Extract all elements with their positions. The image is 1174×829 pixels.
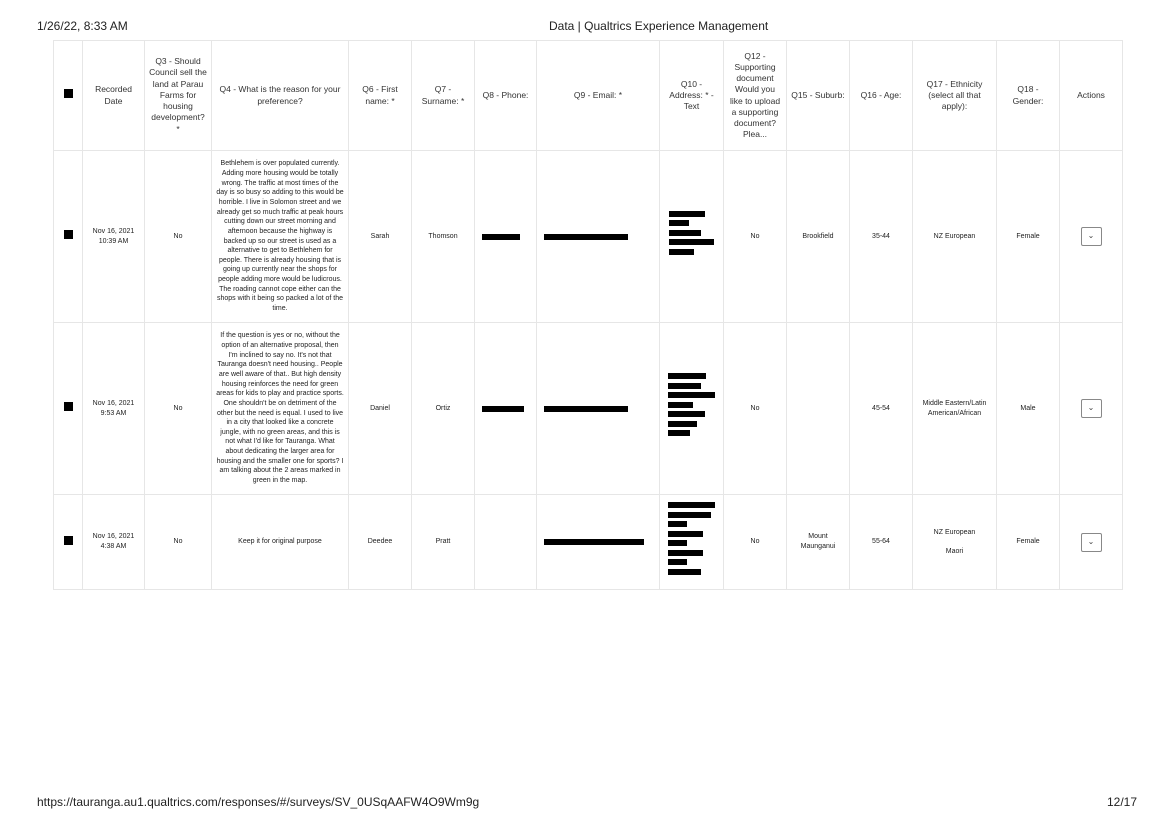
ethnicity: NZ European: [933, 232, 976, 240]
row-checkbox[interactable]: [54, 495, 83, 590]
redaction-bar: [668, 559, 687, 565]
q12-answer: No: [724, 151, 787, 323]
ethnicity: Middle Eastern/Latin American/African: [922, 399, 987, 417]
column-header-q9[interactable]: Q9 - Email: *: [537, 41, 660, 151]
checkbox-icon: [64, 402, 73, 411]
ethnicity-cell: [913, 323, 997, 495]
print-datetime: 1/26/22, 8:33 AM: [37, 19, 128, 33]
first-name: Daniel: [349, 323, 412, 495]
column-header-q12[interactable]: Q12 - Supporting document Would you like to upload a supporting document? Plea...: [724, 41, 787, 151]
redaction-bar: [669, 220, 689, 226]
responses-table: [53, 40, 1123, 590]
redaction-bar: [482, 234, 520, 240]
recorded-time: 4:38 AM: [100, 543, 127, 550]
gender: Female: [997, 495, 1060, 590]
checkbox-icon: [64, 230, 73, 239]
surname: Pratt: [412, 495, 475, 590]
table-row: [54, 323, 1123, 495]
ethnicity: NZ European: [933, 528, 976, 536]
email-cell: [537, 323, 660, 495]
actions-cell: [1060, 495, 1123, 590]
page-title: Data | Qualtrics Experience Management: [549, 19, 769, 33]
q12-answer: No: [724, 495, 787, 590]
row-actions-button[interactable]: [1081, 227, 1102, 246]
chevron-down-icon: ⌄: [1087, 231, 1095, 240]
q12-answer: No: [724, 323, 787, 495]
actions-cell: [1060, 323, 1123, 495]
recorded-time: 9:53 AM: [100, 409, 127, 417]
row-actions-button[interactable]: [1081, 533, 1102, 552]
q3-answer: No: [145, 323, 212, 495]
column-header-actions: Actions: [1060, 41, 1123, 151]
recorded-date: Nov 16, 2021: [92, 399, 135, 407]
column-header-q8[interactable]: Q8 - Phone:: [475, 41, 537, 151]
recorded-date-cell: [83, 151, 145, 323]
column-header-q10[interactable]: Q10 - Address: * - Text: [660, 41, 724, 151]
recorded-date-cell: [83, 495, 145, 590]
age: 35-44: [850, 151, 913, 323]
checkbox-icon: [64, 89, 73, 98]
phone-cell: [475, 495, 537, 590]
q3-answer: No: [145, 495, 212, 590]
page-number: 12/17: [1106, 795, 1137, 809]
redaction-bar: [668, 550, 703, 556]
ethnicity: Maori: [945, 547, 964, 555]
suburb: Mount Maunganui: [787, 495, 850, 590]
column-header-q4[interactable]: Q4 - What is the reason for your preference?: [212, 41, 349, 151]
address-cell: [660, 323, 724, 495]
column-header-q18[interactable]: Q18 - Gender:: [997, 41, 1060, 151]
q3-answer: No: [145, 151, 212, 323]
redaction-bar: [668, 540, 687, 546]
recorded-time: 10:39 AM: [98, 237, 129, 245]
redaction-bar: [669, 211, 705, 217]
redaction-bar: [668, 392, 715, 398]
redaction-bar: [668, 521, 687, 527]
redaction-bar: [544, 234, 628, 240]
checkbox-icon: [64, 536, 73, 545]
column-header-q7[interactable]: Q7 - Surname: *: [412, 41, 475, 151]
email-cell: [537, 495, 660, 590]
recorded-date-cell: [83, 323, 145, 495]
q4-answer: Keep it for original purpose: [212, 495, 349, 590]
age: 55-64: [850, 495, 913, 590]
redaction-bar: [669, 230, 701, 236]
redaction-bar: [668, 512, 711, 518]
recorded-date: Nov 16, 2021: [92, 227, 135, 235]
first-name: Sarah: [349, 151, 412, 323]
gender: Female: [997, 151, 1060, 323]
phone-cell: [475, 323, 537, 495]
column-header-q6[interactable]: Q6 - First name: *: [349, 41, 412, 151]
redaction-bar: [668, 373, 706, 379]
q4-answer: If the question is yes or no, without the option of an alternative proposal, then I'm inclined to say no. It's not that Tauranga doesn't need housing.. People are well aware of that.. But high density housing reinforces the need for green areas for kids to play and practice sports. One shouldn't be on detriment of the other but the need is equal. I used to live in a city that looked like a concrete jungle, with no green areas, and this is not what I'd like for Tauranga. What about dedicating the larger area for housing and the smaller one for sports? I am talking about the 2 areas marked in green in the map.: [212, 323, 349, 495]
chevron-down-icon: ⌄: [1087, 403, 1095, 412]
table-row: [54, 151, 1123, 323]
surname: Thomson: [412, 151, 475, 323]
address-cell: [660, 151, 724, 323]
row-actions-button[interactable]: [1081, 399, 1102, 418]
email-cell: [537, 151, 660, 323]
redaction-bar: [668, 502, 715, 508]
column-header-q16[interactable]: Q16 - Age:: [850, 41, 913, 151]
q4-answer: Bethlehem is over populated currently. Adding more housing would be totally wrong. The traffic at most times of the day is so busy so adding to this would be horrible. I live in Solomon street and we already get so much traffic at peak hours cutting down our street morning and afternoon because the highway is backed up so our street is used as a alternative to get to Bethlehem for people. There is already housing that is going up currently near the shops for people adding more would be ludicrous. The roading cannot cope either can the shops with it being so packed a lot of the time.: [212, 151, 349, 323]
row-checkbox[interactable]: [54, 323, 83, 495]
ethnicity-cell: [913, 151, 997, 323]
redaction-bar: [668, 421, 697, 427]
redaction-bar: [482, 406, 524, 412]
suburb: [787, 323, 850, 495]
phone-cell: [475, 151, 537, 323]
redaction-bar: [668, 430, 690, 436]
ethnicity-cell: [913, 495, 997, 590]
redaction-bar: [544, 539, 644, 545]
redaction-bar: [668, 402, 693, 408]
suburb: Brookfield: [787, 151, 850, 323]
gender: Male: [997, 323, 1060, 495]
chevron-down-icon: ⌄: [1087, 536, 1095, 546]
recorded-date: Nov 16, 2021: [92, 533, 135, 541]
table-header-row: [54, 41, 1123, 151]
redaction-bar: [668, 569, 701, 575]
redaction-bar: [668, 531, 703, 537]
first-name: Deedee: [349, 495, 412, 590]
age: 45-54: [850, 323, 913, 495]
page-url: https://tauranga.au1.qualtrics.com/responses/#/surveys/SV_0USqAAFW4O9Wm9g: [37, 795, 480, 809]
surname: Ortiz: [412, 323, 475, 495]
redaction-bar: [544, 406, 628, 412]
column-header-recorded-date[interactable]: Recorded Date: [83, 41, 145, 151]
redaction-bar: [669, 239, 714, 245]
redaction-bar: [668, 411, 705, 417]
select-all-checkbox[interactable]: [54, 41, 83, 151]
column-header-q3[interactable]: Q3 - Should Council sell the land at Parau Farms for housing development? *: [145, 41, 212, 151]
row-checkbox[interactable]: [54, 151, 83, 323]
table-row: [54, 495, 1123, 590]
address-cell: [660, 495, 724, 590]
column-header-q15[interactable]: Q15 - Suburb:: [787, 41, 850, 151]
redaction-bar: [668, 383, 701, 389]
column-header-q17[interactable]: Q17 - Ethnicity (select all that apply):: [913, 41, 997, 151]
actions-cell: [1060, 151, 1123, 323]
redaction-bar: [669, 249, 694, 255]
